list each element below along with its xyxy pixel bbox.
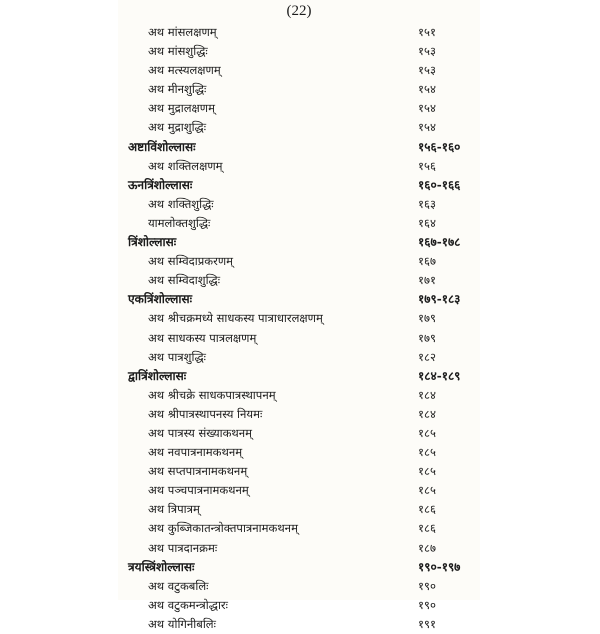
entry-pages: १५१ — [418, 25, 436, 39]
entry-pages: १६३ — [418, 196, 436, 211]
entry-pages: १७९ — [418, 311, 436, 326]
toc-entry — [118, 405, 480, 424]
toc-chapter-heading — [118, 290, 480, 309]
entry-pages: १८६ — [418, 502, 436, 517]
entry-title: अथ पात्रशुद्धिः — [148, 349, 206, 364]
entry-title: अथ पात्रस्य संख्याकथनम् — [148, 425, 253, 440]
book-page — [118, 0, 480, 631]
toc-entry — [118, 309, 480, 328]
entry-title: अथ पञ्चपात्रनामकथनम् — [148, 483, 249, 498]
chapter-title: द्वात्रिंशोल्लासः — [128, 368, 187, 383]
entry-title: अथ मांसशुद्धिः — [148, 44, 208, 59]
entry-title: अथ श्रीपात्रस्थापनस्य नियमः — [148, 406, 263, 421]
entry-pages: १७९ — [418, 330, 436, 345]
chapter-page-range: १८४-१८९ — [418, 368, 461, 383]
toc-entry — [118, 329, 480, 348]
entry-pages: १८७ — [418, 540, 436, 555]
entry-title: अथ पात्रदानक्रमः — [148, 540, 218, 555]
toc-chapter-heading — [118, 233, 480, 252]
entry-pages: १५४ — [418, 101, 436, 116]
chapter-title: अष्टाविंशोल्लासः — [128, 139, 196, 154]
entry-pages: १५४ — [418, 120, 436, 135]
toc-entry — [118, 424, 480, 443]
chapter-page-range: १६७-१७८ — [418, 235, 461, 250]
toc-entry — [118, 519, 480, 538]
entry-title: अथ वटुकबलिः — [148, 578, 209, 593]
entry-title: अथ सम्विदाप्रकरणम् — [148, 254, 234, 269]
entry-pages: १८४ — [418, 406, 436, 421]
chapter-page-range: १५६-१६० — [418, 139, 461, 154]
entry-pages: १८४ — [418, 387, 436, 402]
entry-pages: १९० — [418, 597, 436, 612]
entry-title: अथ मुद्रालक्षणम् — [148, 101, 215, 116]
entry-title: अथ वटुकमन्त्रोद्धारः — [148, 597, 228, 612]
toc-entry — [118, 214, 480, 233]
entry-title: अथ योगिनीबलिः — [148, 616, 216, 631]
entry-pages: १५३ — [418, 63, 436, 78]
toc-chapter-heading — [118, 138, 480, 157]
toc-entry — [118, 500, 480, 519]
chapter-title: ऊनत्रिंशोल्लासः — [128, 177, 193, 192]
entry-title: अथ मत्स्यलक्षणम् — [148, 63, 221, 78]
entry-pages: १६४ — [418, 215, 436, 230]
toc-entry — [118, 99, 480, 118]
toc-entry — [118, 539, 480, 558]
entry-pages: १८५ — [418, 483, 436, 498]
entry-title: अथ शक्तिलक्षणम् — [148, 158, 223, 173]
entry-pages: १८६ — [418, 521, 436, 536]
entry-title: अथ साधकस्य पात्रलक्षणम् — [148, 330, 257, 345]
entry-pages: १८२ — [418, 349, 436, 364]
toc-entry — [118, 386, 480, 405]
toc-entry — [118, 481, 480, 500]
toc-entry — [118, 61, 480, 80]
entry-title: यामलोक्तशुद्धिः — [148, 215, 211, 230]
entry-title: अथ त्रिपात्रम् — [148, 502, 200, 517]
toc-entry — [118, 596, 480, 615]
toc-entry — [118, 195, 480, 214]
chapter-title: एकत्रिंशोल्लासः — [128, 292, 193, 307]
toc-entry — [118, 80, 480, 99]
toc-entry — [118, 348, 480, 367]
entry-title: अथ श्रीचक्रे साधकपात्रस्थापनम् — [148, 387, 276, 402]
toc-chapter-heading — [118, 367, 480, 386]
entry-title: अथ कुब्जिकातन्त्रोक्तपात्रनामकथनम् — [148, 521, 298, 536]
toc-entry — [118, 23, 480, 42]
entry-pages: १९१ — [418, 616, 436, 631]
entry-pages: १५३ — [418, 44, 436, 59]
chapter-page-range: १६०-१६६ — [418, 177, 461, 192]
toc-entry — [118, 42, 480, 61]
entry-pages: १८५ — [418, 425, 436, 440]
entry-title: अथ शक्तिशुद्धिः — [148, 196, 214, 211]
entry-title: अथ सम्विदाशुद्धिः — [148, 273, 221, 288]
chapter-title: त्रयस्त्रिंशोल्लासः — [128, 559, 195, 574]
chapter-title: त्रिंशोल्लासः — [128, 235, 177, 250]
entry-title: अथ मांसलक्षणम् — [148, 25, 217, 39]
entry-pages: १८५ — [418, 464, 436, 479]
toc-entry — [118, 118, 480, 137]
toc-entry — [118, 462, 480, 481]
toc-entry — [118, 157, 480, 176]
table-of-contents — [118, 23, 480, 634]
entry-pages: १६७ — [418, 254, 436, 269]
entry-title: अथ नवपात्रनामकथनम् — [148, 445, 243, 460]
entry-pages: १५४ — [418, 82, 436, 97]
toc-entry — [118, 615, 480, 634]
entry-pages: १९० — [418, 578, 436, 593]
entry-title: अथ मीनशुद्धिः — [148, 82, 207, 97]
page-number: (22) — [286, 3, 312, 19]
toc-entry — [118, 252, 480, 271]
entry-title: अथ सप्तपात्रनामकथनम् — [148, 464, 248, 479]
toc-chapter-heading — [118, 176, 480, 195]
toc-entry — [118, 443, 480, 462]
entry-title: अथ मुद्राशुद्धिः — [148, 120, 207, 135]
chapter-page-range: १७९-१८३ — [418, 292, 461, 307]
entry-title: अथ श्रीचक्रमध्ये साधकस्य पात्राधारलक्षणम् — [148, 311, 323, 326]
toc-chapter-heading — [118, 558, 480, 577]
entry-pages: १८५ — [418, 445, 436, 460]
entry-pages: १७१ — [418, 273, 436, 288]
toc-entry — [118, 577, 480, 596]
toc-entry — [118, 271, 480, 290]
entry-pages: १५६ — [418, 158, 436, 173]
chapter-page-range: १९०-१९७ — [418, 559, 461, 574]
